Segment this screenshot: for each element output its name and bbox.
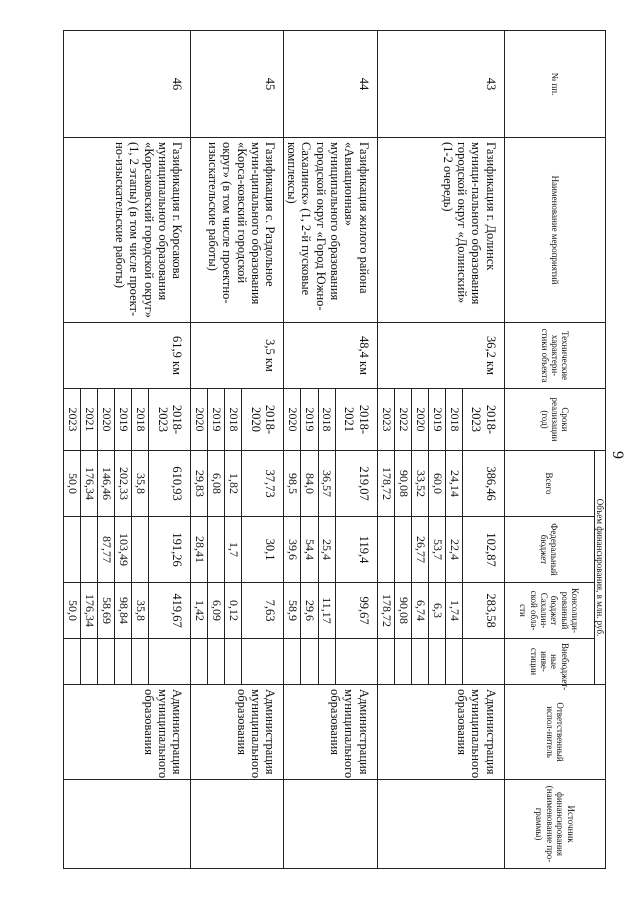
- year-cell: 2020: [284, 389, 301, 451]
- tech-spec: 48,4 км: [284, 323, 377, 389]
- row-number: 43: [377, 31, 504, 138]
- measure-name: Газификация жилого района «Авиационная» муниципального образования городской округ «Город Южно-Сахалинск» (1, 2-й пусковые комплексы): [284, 138, 377, 323]
- consolidated-cell: 11,17: [318, 583, 335, 639]
- header-tech: Технические характери-стики объекта: [504, 323, 605, 389]
- federal-cell: [208, 517, 225, 583]
- executor-cell: Администрация муниципального образования: [191, 685, 284, 780]
- federal-cell: 54,4: [301, 517, 318, 583]
- extra-cell: [225, 639, 242, 685]
- federal-cell: [394, 517, 411, 583]
- total-cell: 176,34: [81, 451, 98, 517]
- extra-cell: [335, 639, 377, 685]
- extra-cell: [301, 639, 318, 685]
- consolidated-cell: 1,74: [445, 583, 462, 639]
- federal-cell: 30,1: [242, 517, 284, 583]
- total-cell: 90,08: [394, 451, 411, 517]
- source-cell: [191, 780, 284, 869]
- extra-cell: [132, 639, 149, 685]
- federal-cell: 25,4: [318, 517, 335, 583]
- federal-cell: [377, 517, 394, 583]
- total-cell: 60,0: [428, 451, 445, 517]
- measure-name: Газификация г. Корсакова муниципального образования «Корсаковский городской округ» (1, 2 этапы) (в том числе проект-но-изыскательские работы): [64, 138, 191, 323]
- extra-cell: [318, 639, 335, 685]
- total-cell: 146,46: [98, 451, 115, 517]
- year-cell: 2020: [411, 389, 428, 451]
- consolidated-cell: 58,9: [284, 583, 301, 639]
- row-number: 46: [64, 31, 191, 138]
- period-cell: 2018-2021: [335, 389, 377, 451]
- row-number: 44: [284, 31, 377, 138]
- table-row: [335, 31, 377, 869]
- total-cell: 84,0: [301, 451, 318, 517]
- total-cell: 1,82: [225, 451, 242, 517]
- extra-cell: [149, 639, 191, 685]
- federal-cell: 53,7: [428, 517, 445, 583]
- total-cell: 219,07: [335, 451, 377, 517]
- header-volume: Объем финансирования, в млн. руб.: [594, 451, 605, 685]
- header-consolidated: Консолиди-рованный бюджет Сахалин-ской обла-сти: [504, 583, 594, 639]
- extra-cell: [208, 639, 225, 685]
- extra-cell: [115, 639, 132, 685]
- year-cell: 2020: [191, 389, 208, 451]
- extra-cell: [411, 639, 428, 685]
- extra-cell: [445, 639, 462, 685]
- tech-spec: 61,9 км: [64, 323, 191, 389]
- measure-name: Газификация с. Раздольное муни-ципального образования «Корса-ковский городской округ» (в том числе проектно-изыскательские работы): [191, 138, 284, 323]
- consolidated-cell: 58,69: [98, 583, 115, 639]
- year-cell: 2018: [132, 389, 149, 451]
- header-name: Наименование мероприятий: [504, 138, 605, 323]
- consolidated-cell: 7,63: [242, 583, 284, 639]
- year-cell: 2023: [377, 389, 394, 451]
- consolidated-cell: 176,34: [81, 583, 98, 639]
- consolidated-cell: 35,8: [132, 583, 149, 639]
- consolidated-cell: 0,12: [225, 583, 242, 639]
- consolidated-cell: 50,0: [64, 583, 81, 639]
- total-cell: 98,5: [284, 451, 301, 517]
- federal-cell: [132, 517, 149, 583]
- extra-cell: [81, 639, 98, 685]
- table-body: [64, 31, 504, 869]
- executor-cell: Администрация муниципального образования: [377, 685, 504, 780]
- extra-cell: [64, 639, 81, 685]
- federal-cell: 87,77: [98, 517, 115, 583]
- header-period: Сроки реализации (год): [504, 389, 605, 451]
- year-cell: 2019: [208, 389, 225, 451]
- total-cell: 202,33: [115, 451, 132, 517]
- extra-cell: [98, 639, 115, 685]
- federal-cell: 102,87: [462, 517, 504, 583]
- total-cell: 178,72: [377, 451, 394, 517]
- federal-cell: 39,6: [284, 517, 301, 583]
- year-cell: 2019: [428, 389, 445, 451]
- consolidated-cell: 178,72: [377, 583, 394, 639]
- source-cell: [64, 780, 191, 869]
- total-cell: 33,52: [411, 451, 428, 517]
- financing-table: [63, 30, 606, 869]
- total-cell: 50,0: [64, 451, 81, 517]
- executor-cell: Администрация муниципального образования: [64, 685, 191, 780]
- federal-cell: [81, 517, 98, 583]
- federal-cell: 191,26: [149, 517, 191, 583]
- total-cell: 35,8: [132, 451, 149, 517]
- table-row: [242, 31, 284, 869]
- extra-cell: [191, 639, 208, 685]
- federal-cell: 26,77: [411, 517, 428, 583]
- year-cell: 2021: [81, 389, 98, 451]
- table-row: [149, 31, 191, 869]
- consolidated-cell: 283,58: [462, 583, 504, 639]
- period-cell: 2018-2023: [462, 389, 504, 451]
- year-cell: 2018: [445, 389, 462, 451]
- total-cell: 36,57: [318, 451, 335, 517]
- header-executor: Ответственный испол-нитель: [504, 685, 605, 780]
- year-cell: 2018: [318, 389, 335, 451]
- header-source: Источник финансирования (наименование про-граммы): [504, 780, 605, 869]
- consolidated-cell: 99,67: [335, 583, 377, 639]
- table-row: [462, 31, 504, 869]
- year-cell: 2018: [225, 389, 242, 451]
- extra-cell: [377, 639, 394, 685]
- total-cell: 6,08: [208, 451, 225, 517]
- consolidated-cell: 6,74: [411, 583, 428, 639]
- consolidated-cell: 29,6: [301, 583, 318, 639]
- header-extra: Внебюджет-ные инве-стиции: [504, 639, 594, 685]
- year-cell: 2023: [64, 389, 81, 451]
- year-cell: 2020: [98, 389, 115, 451]
- year-cell: 2019: [115, 389, 132, 451]
- federal-cell: 28,41: [191, 517, 208, 583]
- consolidated-cell: 6,09: [208, 583, 225, 639]
- header-total: Всего: [504, 451, 594, 517]
- consolidated-cell: 419,67: [149, 583, 191, 639]
- extra-cell: [242, 639, 284, 685]
- total-cell: 610,93: [149, 451, 191, 517]
- period-cell: 2018-2020: [242, 389, 284, 451]
- federal-cell: 1,7: [225, 517, 242, 583]
- page-number: 9: [609, 451, 626, 459]
- tech-spec: 3,5 км: [191, 323, 284, 389]
- header-num: № пп.: [504, 31, 605, 138]
- total-cell: 24,14: [445, 451, 462, 517]
- tech-spec: 36,2 км: [377, 323, 504, 389]
- consolidated-cell: 98,84: [115, 583, 132, 639]
- consolidated-cell: 6,3: [428, 583, 445, 639]
- measure-name: Газификация г. Долинск муници-пального образования городской округ «Долинский» (1-2 очередь): [377, 138, 504, 323]
- year-cell: 2022: [394, 389, 411, 451]
- total-cell: 386,46: [462, 451, 504, 517]
- extra-cell: [428, 639, 445, 685]
- period-cell: 2018-2023: [149, 389, 191, 451]
- extra-cell: [394, 639, 411, 685]
- row-number: 45: [191, 31, 284, 138]
- total-cell: 29,83: [191, 451, 208, 517]
- year-cell: 2019: [301, 389, 318, 451]
- total-cell: 37,73: [242, 451, 284, 517]
- source-cell: [377, 780, 504, 869]
- header-federal: Федеральный бюджет: [504, 517, 594, 583]
- consolidated-cell: 1,42: [191, 583, 208, 639]
- federal-cell: 119,4: [335, 517, 377, 583]
- extra-cell: [462, 639, 504, 685]
- source-cell: [284, 780, 377, 869]
- extra-cell: [284, 639, 301, 685]
- consolidated-cell: 90,08: [394, 583, 411, 639]
- federal-cell: [64, 517, 81, 583]
- federal-cell: 22,4: [445, 517, 462, 583]
- executor-cell: Администрация муниципального образования: [284, 685, 377, 780]
- federal-cell: 103,49: [115, 517, 132, 583]
